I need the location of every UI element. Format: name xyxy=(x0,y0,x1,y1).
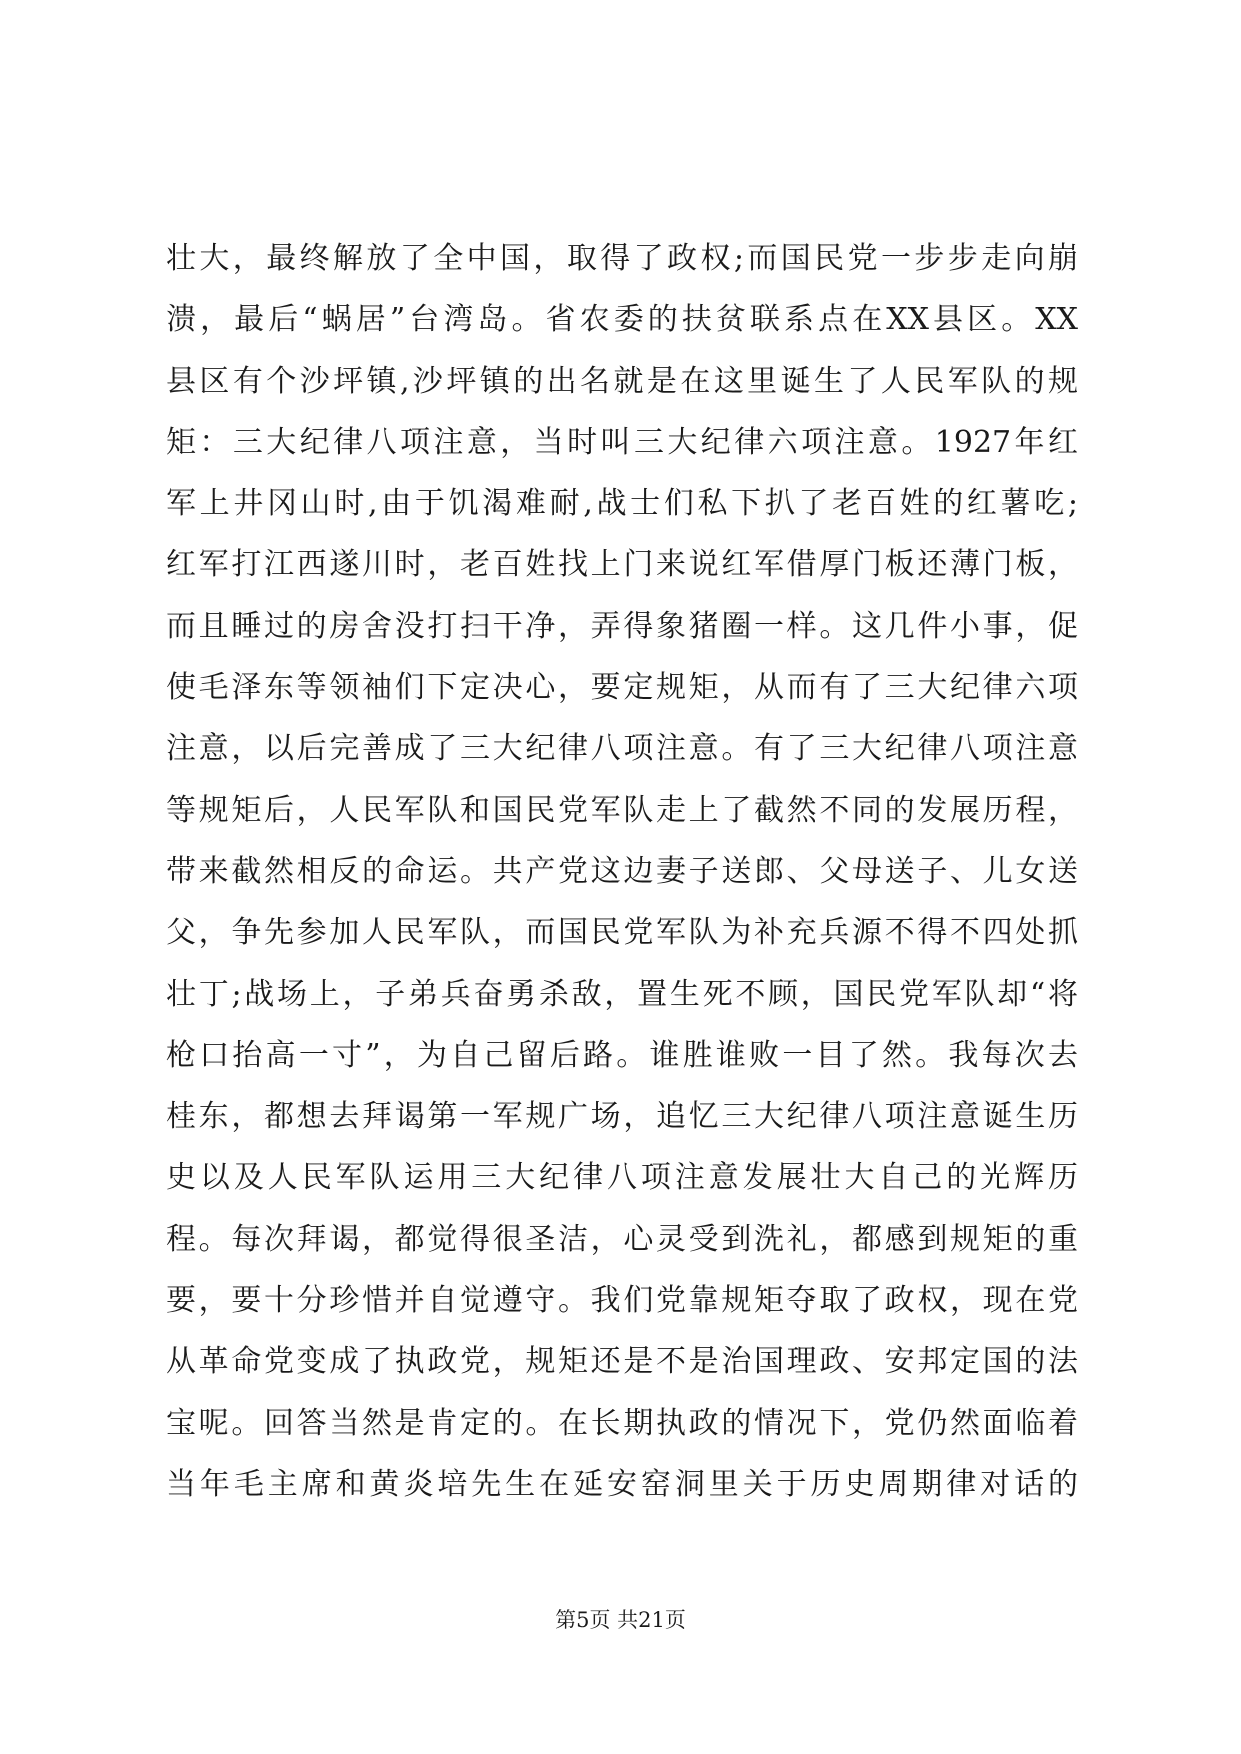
text-line: 壮丁;战场上，子弟兵奋勇杀敌，置生死不顾，国民党军队却“将 xyxy=(166,976,1078,1012)
text-line: 从革命党变成了执政党，规矩还是不是治国理政、安邦定国的法 xyxy=(166,1344,1078,1380)
text-line: 要，要十分珍惜并自觉遵守。我们党靠规矩夺取了政权，现在党 xyxy=(166,1283,1078,1319)
text-line: 注意，以后完善成了三大纪律八项注意。有了三大纪律八项注意 xyxy=(166,731,1078,767)
text-line: 而且睡过的房舍没打扫干净，弄得象猪圈一样。这几件小事，促 xyxy=(166,608,1078,644)
text-line: 带来截然相反的命运。共产党这边妻子送郎、父母送子、儿女送 xyxy=(166,853,1078,889)
text-line: 县区有个沙坪镇,沙坪镇的出名就是在这里诞生了人民军队的规 xyxy=(166,363,1078,399)
text-line: 桂东，都想去拜谒第一军规广场，追忆三大纪律八项注意诞生历 xyxy=(166,1099,1078,1135)
text-line: 矩：三大纪律八项注意，当时叫三大纪律六项注意。1927年红 xyxy=(166,424,1078,460)
text-line: 军上井冈山时,由于饥渴难耐,战士们私下扒了老百姓的红薯吃; xyxy=(166,486,1078,522)
text-line: 红军打江西遂川时，老百姓找上门来说红军借厚门板还薄门板， xyxy=(166,547,1078,583)
text-line: 使毛泽东等领袖们下定决心，要定规矩，从而有了三大纪律六项 xyxy=(166,670,1078,706)
text-line: 程。每次拜谒，都觉得很圣洁，心灵受到洗礼，都感到规矩的重 xyxy=(166,1221,1078,1257)
text-line: 等规矩后，人民军队和国民党军队走上了截然不同的发展历程， xyxy=(166,792,1078,828)
body-text xyxy=(166,228,1078,1515)
page-footer xyxy=(0,1606,1241,1634)
text-line: 当年毛主席和黄炎培先生在延安窑洞里关于历史周期律对话的 xyxy=(166,1466,1078,1502)
text-line: 枪口抬高一寸”，为自己留后路。谁胜谁败一目了然。我每次去 xyxy=(166,1037,1078,1073)
text-line: 史以及人民军队运用三大纪律八项注意发展壮大自己的光辉历 xyxy=(166,1160,1078,1196)
text-line: 壮大，最终解放了全中国，取得了政权;而国民党一步步走向崩 xyxy=(166,241,1078,276)
text-line: 父，争先参加人民军队，而国民党军队为补充兵源不得不四处抓 xyxy=(166,915,1078,951)
page-number: 第5页 共21页 xyxy=(555,1608,686,1632)
text-line: 宝呢。回答当然是肯定的。在长期执政的情况下，党仍然面临着 xyxy=(166,1405,1078,1441)
text-line: 溃，最后“蜗居”台湾岛。省农委的扶贫联系点在XX县区。XX xyxy=(166,302,1078,338)
